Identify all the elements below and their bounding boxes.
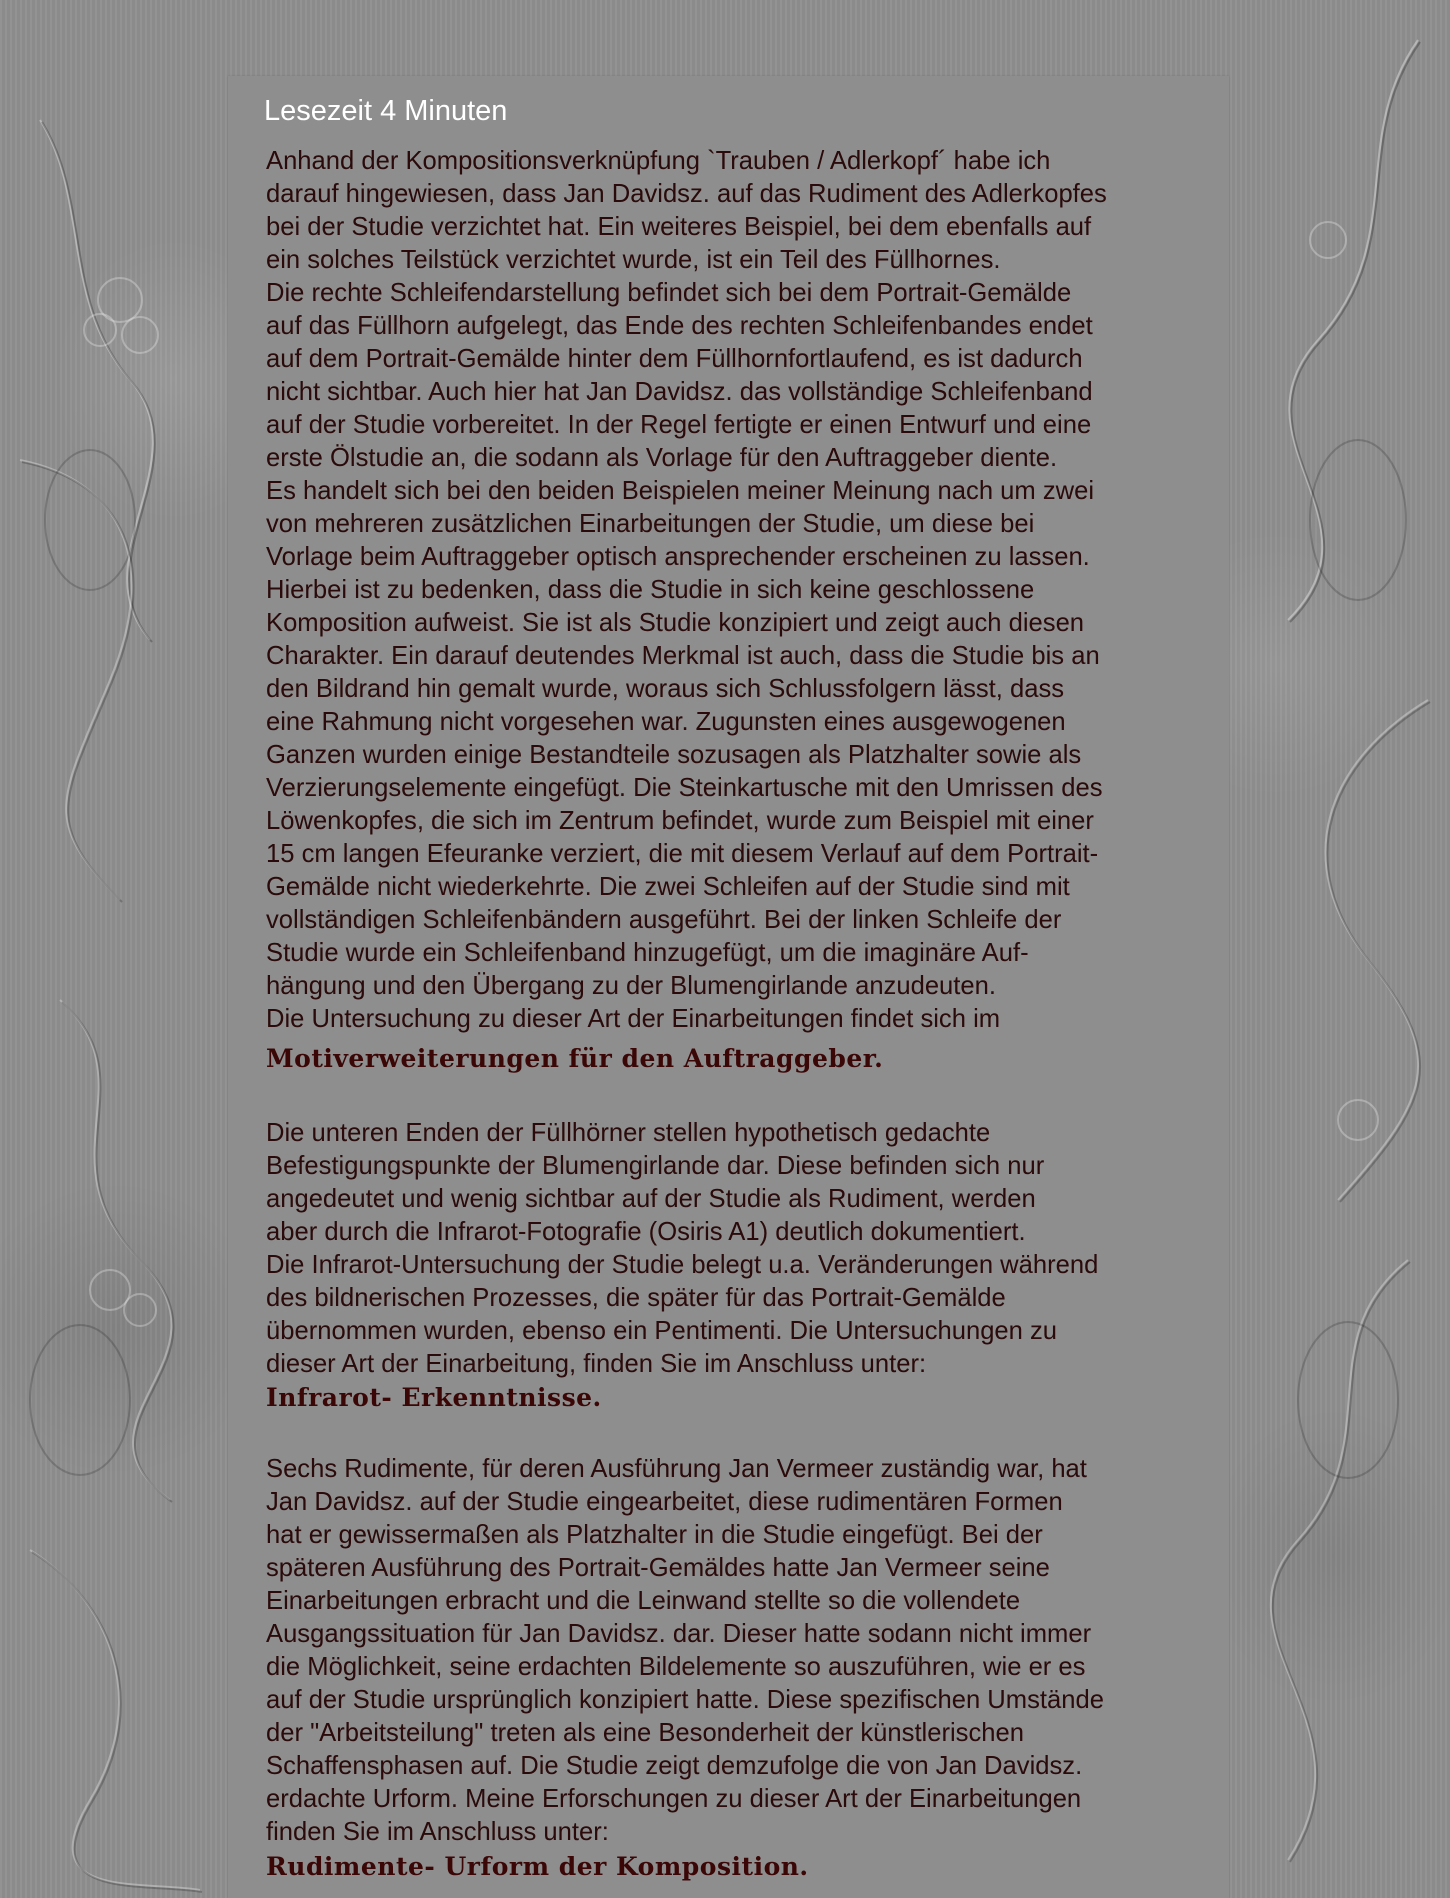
link-motiverweiterungen[interactable]: Motiverweiterungen für den Auftraggeber. bbox=[266, 1044, 884, 1073]
article-body bbox=[266, 145, 1221, 1885]
link-rudimente-urform[interactable]: Rudimente- Urform der Komposition. bbox=[266, 1852, 809, 1881]
embossed-floral-relief-left bbox=[0, 0, 230, 1898]
article-paragraph-2: Die unteren Enden der Füllhörner stellen hypothetisch gedachte Befestigungspunkte der Blumengirlande dar. Diese befinden sich nur angedeutet und wenig sichtbar auf der Studie als Rudiment, werden aber durch die Infrarot-Fotografie (Osiris A1) deutlich dokumentiert. Die Infrarot-Untersuchung der Studie belegt u.a. Veränderungen während des bildnerischen Prozesses, die später für das Portrait-Gemälde übernommen wurden, ebenso ein Pentimenti. Die Untersuchungen zu dieser Art der Einarbeitung, finden Sie im Anschluss unter: bbox=[266, 1119, 1099, 1378]
link-infrarot-erkenntnisse[interactable]: Infrarot- Erkenntnisse. bbox=[266, 1383, 602, 1412]
embossed-floral-relief-right bbox=[1228, 0, 1450, 1898]
content-panel bbox=[228, 76, 1229, 1898]
article-paragraph-1: Anhand der Kompositionsverknüpfung `Trauben / Adlerkopf´ habe ich darauf hingewiesen, dass Jan Davidsz. auf das Rudiment des Adlerkopfes bei der Studie verzichtet hat. Ein weiteres Beispiel, bei dem ebenfalls auf ein solches Teilstück verzichtet wurde, ist ein Teil des Füllhornes. Die rechte Schleifendarstellung befindet sich bei dem Portrait-Gemälde auf das Füllhorn aufgelegt, das Ende des rechten Schleifenbandes endet auf dem Portrait-Gemälde hinter dem Füllhornfortlaufend, es ist dadurch nicht sichtbar. Auch hier hat Jan Davidsz. das vollständige Schleifenband auf der Studie vorbereitet. In der Regel fertigte er einen Entwurf und eine erste Ölstudie an, die sodann als Vorlage für den Auftraggeber diente. Es handelt sich bei den beiden Beispielen meiner Meinung nach um zwei von mehreren zusätzlichen Einarbeitungen der Studie, um diese bei Vorlage beim Auftraggeber optisch ansprechender erscheinen zu lassen. Hierbei ist zu bedenken, dass die Studie in sich keine geschlossene Komposition aufweist. Sie ist als Studie konzipiert und zeigt auch diesen Charakter. Ein darauf deutendes Merkmal ist auch, dass die Studie bis an den Bildrand hin gemalt wurde, woraus sich Schlussfolgern lässt, dass eine Rahmung nicht vorgesehen war. Zugunsten eines ausgewogenen Ganzen wurden einige Bestandteile sozusagen als Platzhalter sowie als Verzierungselemente eingefügt. Die Steinkartusche mit den Umrissen des Löwenkopfes, die sich im Zentrum befindet, wurde zum Beispiel mit einer 15 cm langen Efeuranke verziert, die mit diesem Verlauf auf dem Portrait- Gemälde nicht wiederkehrte. Die zwei Schleifen auf der Studie sind mit vollständigen Schleifenbändern ausgeführt. Bei der linken Schleife der Studie wurde ein Schleifenband hinzugefügt, um die imaginäre Auf- hängung und den Übergang zu der Blumengirlande anzudeuten. Die Untersuchung zu dieser Art der Einarbeitungen findet sich im bbox=[266, 147, 1107, 1033]
reading-time-label: Lesezeit 4 Minuten bbox=[264, 95, 508, 127]
article-paragraph-3: Sechs Rudimente, für deren Ausführung Jan Vermeer zuständig war, hat Jan Davidsz. auf der Studie eingearbeitet, diese rudimentären Formen hat er gewissermaßen als Platzhalter in die Studie eingefügt. Bei der späteren Ausführung des Portrait-Gemäldes hatte Jan Vermeer seine Einarbeitungen erbracht und die Leinwand stellte so die vollendete Ausgangssituation für Jan Davidsz. dar. Dieser hatte sodann nicht immer die Möglichkeit, seine erdachten Bildelemente so auszuführen, wie er es auf der Studie ursprünglich konzipiert hatte. Diese spezifischen Umstände der "Arbeitsteilung" treten als eine Besonderheit der künstlerischen Schaffensphasen auf. Die Studie zeigt demzufolge die von Jan Davidsz. erdachte Urform. Meine Erforschungen zu dieser Art der Einarbeitungen finden Sie im Anschluss unter: bbox=[266, 1455, 1104, 1846]
